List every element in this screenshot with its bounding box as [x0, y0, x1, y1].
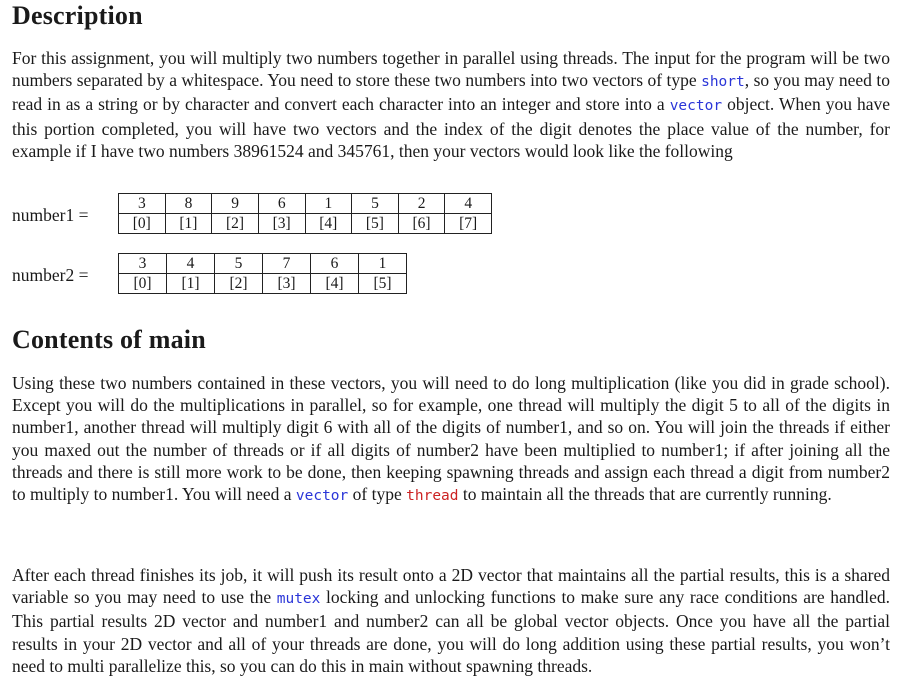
- number2-index-cell: [5]: [359, 274, 407, 294]
- number1-index-cell: [0]: [119, 214, 166, 234]
- code-mutex: mutex: [276, 591, 321, 608]
- number2-value-cell: 6: [311, 254, 359, 274]
- number1-index-cell: [4]: [305, 214, 352, 234]
- number2-indices-row: [119, 274, 407, 294]
- text-run: Using these two numbers contained in these vectors, you will need to do long multiplication (like you did in grade school). Except you will do the multiplications in parallel, so for example, one thread will multiply the digit 5 to all of the digits in number1, another thread will multiply digit 6 with all of the digits of number1, and so on. You will join the threads if either you maxed out the number of threads or if all digits of number2 have been multiplied to number1; if after joining all the threads and there is still more work to be done, then keeping spawning threads and assign each thread a digit from number2 to multiply to number1. You will need a: [12, 373, 890, 505]
- number1-index-cell: [5]: [352, 214, 399, 234]
- number1-value-cell: 8: [165, 194, 212, 214]
- number2-index-cell: [3]: [263, 274, 311, 294]
- number2-value-cell: 7: [263, 254, 311, 274]
- number1-indices-row: [119, 214, 492, 234]
- code-vector: vector: [295, 488, 349, 505]
- main-paragraph-2: [12, 564, 890, 677]
- number1-value-cell: 1: [305, 194, 352, 214]
- description-paragraph: [12, 47, 890, 162]
- number1-value-cell: 5: [352, 194, 399, 214]
- number2-index-cell: [1]: [167, 274, 215, 294]
- number1-value-cell: 6: [258, 194, 305, 214]
- number1-value-cell: 3: [119, 194, 166, 214]
- number1-array-row: [12, 193, 492, 237]
- text-run: For this assignment, you will multiply two numbers together in parallel using threads. The input for the program will be two numbers separated by a whitespace. You need to store these two numbers into two vectors of type: [12, 48, 890, 91]
- number1-values-row: [119, 194, 492, 214]
- number2-value-cell: 3: [119, 254, 167, 274]
- number1-index-cell: [2]: [212, 214, 259, 234]
- number2-index-cell: [2]: [215, 274, 263, 294]
- number1-label: number1 =: [12, 205, 89, 225]
- number2-label: number2 =: [12, 265, 89, 285]
- text-run: to maintain all the threads that are currently running.: [458, 484, 832, 505]
- text-run: object. When you have this portion completed, you will have two vectors and the index of the digit denotes the place value of the number, for example if I have two numbers 38961524 and 345761, then your vectors would look like the following: [12, 94, 890, 161]
- number1-index-cell: [1]: [165, 214, 212, 234]
- number2-value-cell: 1: [359, 254, 407, 274]
- number1-value-cell: 9: [212, 194, 259, 214]
- number1-array: [118, 193, 492, 234]
- number2-values-row: [119, 254, 407, 274]
- number2-array: [118, 253, 407, 294]
- text-run: , so you may need to read in as a string or by character and convert each character into an integer and store into a: [12, 70, 890, 115]
- code-short: short: [701, 74, 745, 91]
- number1-value-cell: 2: [398, 194, 445, 214]
- main-paragraph-1: [12, 372, 890, 507]
- number2-index-cell: [0]: [119, 274, 167, 294]
- code-thread: thread: [406, 488, 459, 505]
- number2-value-cell: 4: [167, 254, 215, 274]
- number2-array-row: [12, 253, 412, 297]
- number2-index-cell: [4]: [311, 274, 359, 294]
- number1-index-cell: [6]: [398, 214, 445, 234]
- contents-of-main-heading: Contents of main: [12, 325, 206, 354]
- number1-index-cell: [7]: [445, 214, 492, 234]
- text-run: locking and unlocking functions to make sure any race conditions are handled. This partial results 2D vector and number1 and number2 can all be global vector objects. Once you have all the partial results in your 2D vector and all of your threads are done, you will do long addition using these partial results, you won’t need to multi parallelize this, so you can do this in main without spawning threads.: [12, 587, 890, 676]
- text-run: of type: [348, 484, 407, 505]
- text-run: After each thread finishes its job, it will push its result onto a 2D vector that maintains all the partial results, this is a shared variable so you may need to use the: [12, 565, 890, 608]
- number1-value-cell: 4: [445, 194, 492, 214]
- number2-value-cell: 5: [215, 254, 263, 274]
- number1-index-cell: [3]: [258, 214, 305, 234]
- code-vector: vector: [669, 98, 723, 115]
- description-heading: Description: [12, 1, 143, 30]
